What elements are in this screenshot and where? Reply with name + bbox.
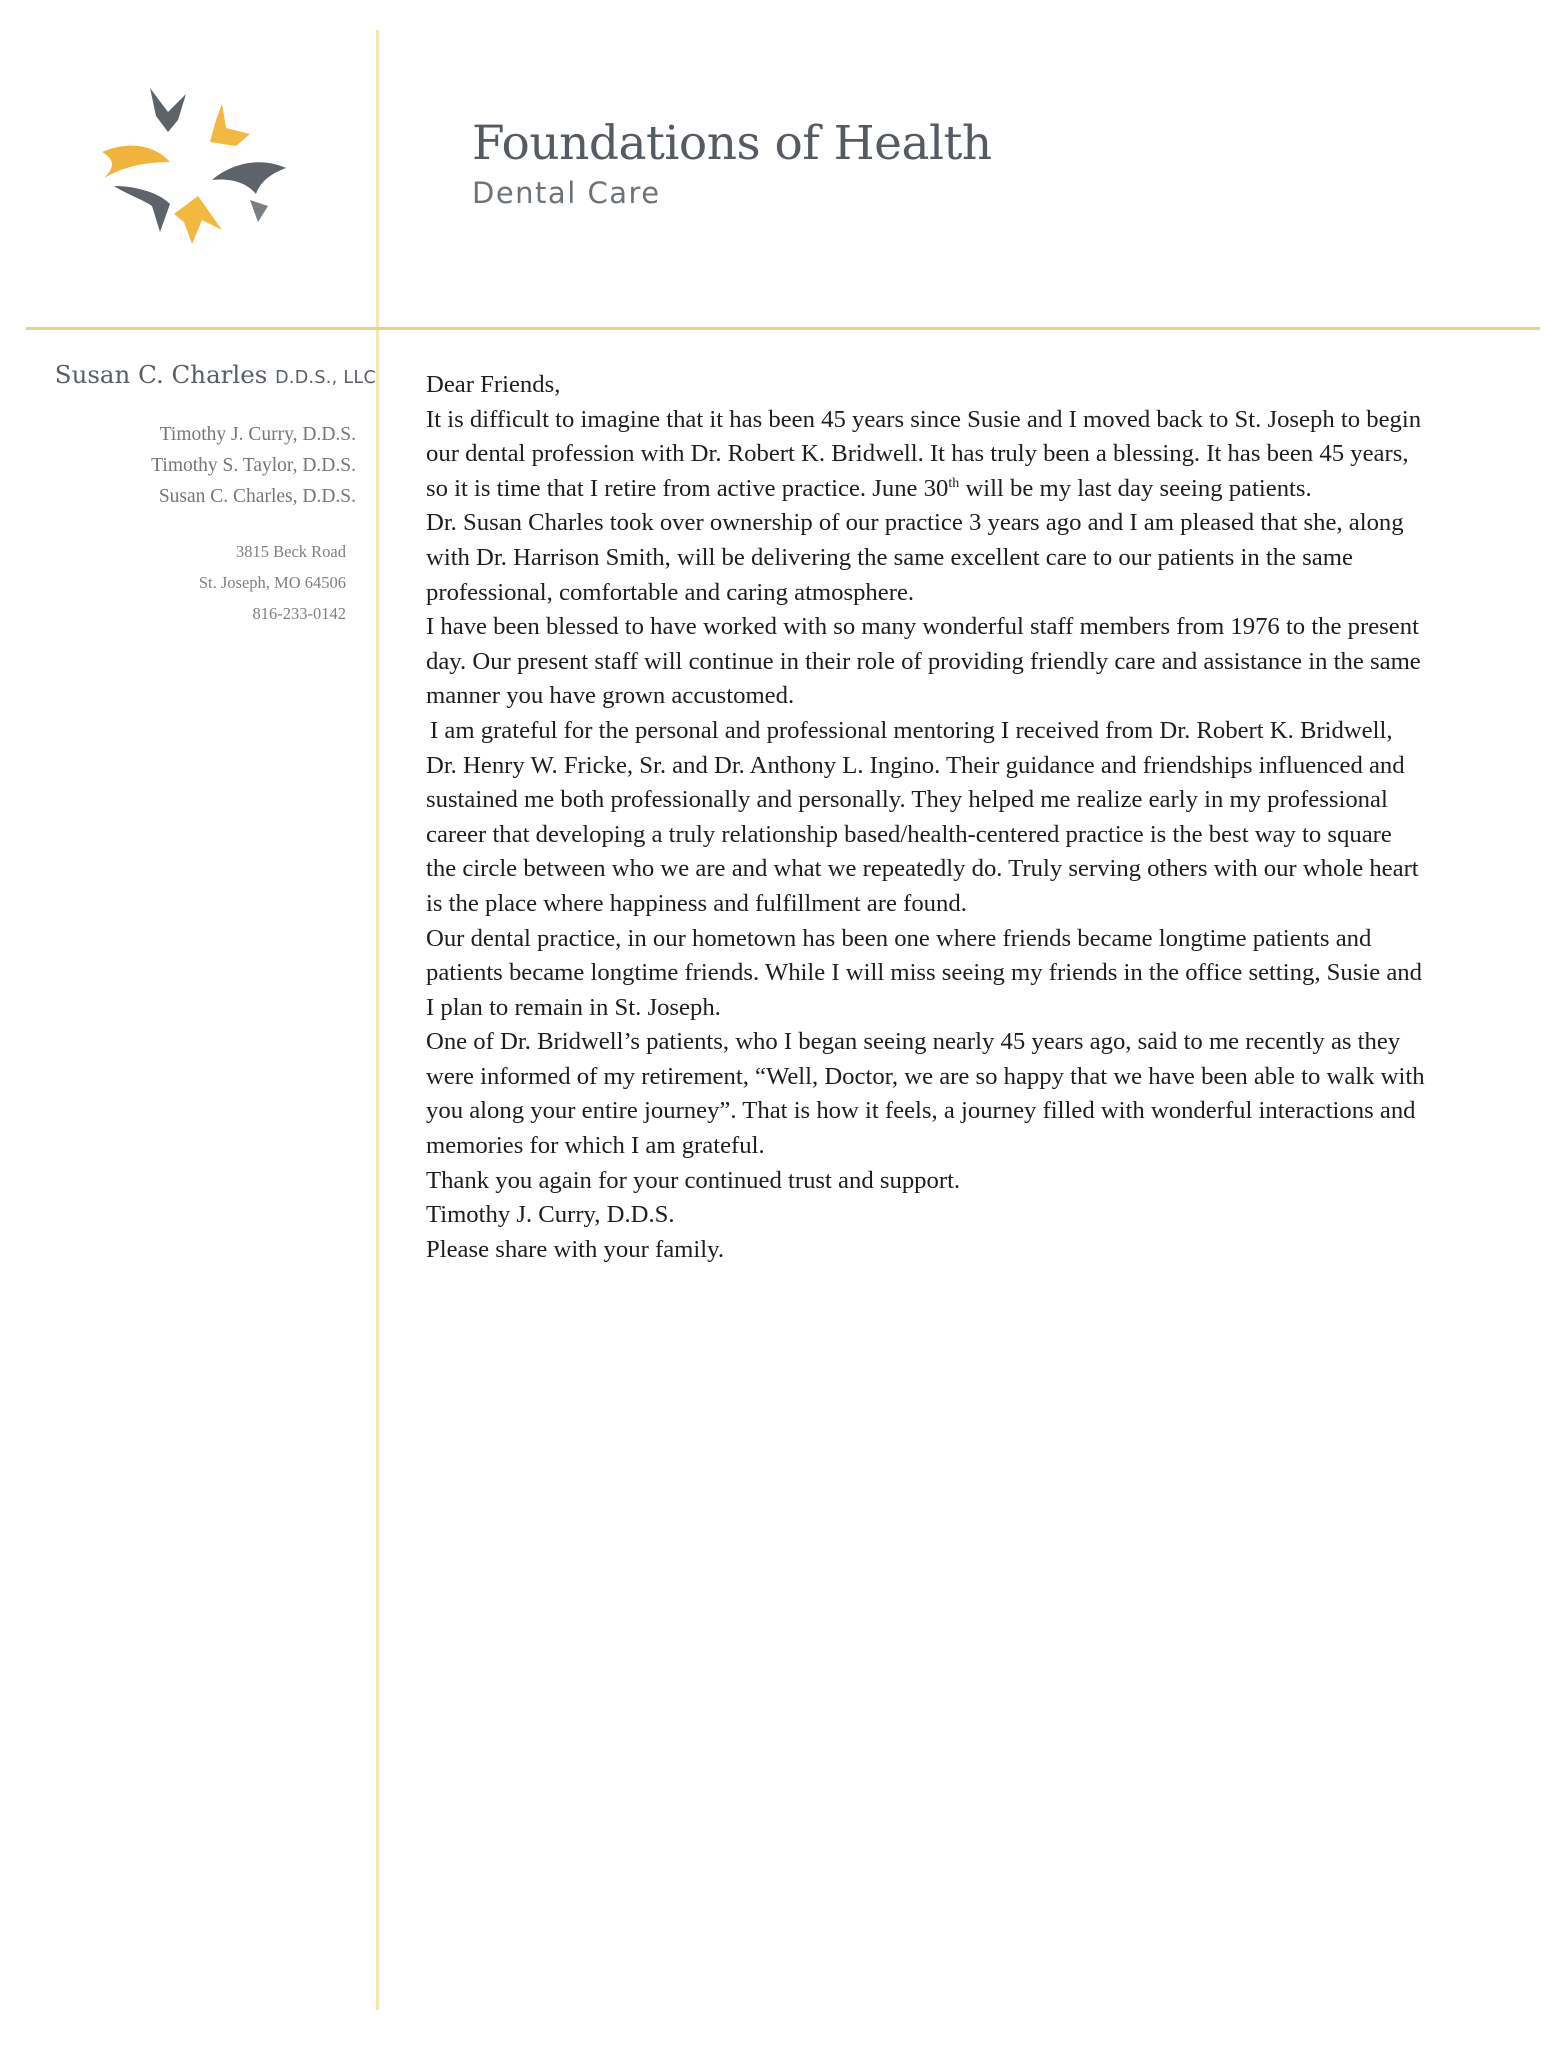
paragraph: One of Dr. Bridwell’s patients, who I began seeing nearly 45 years ago, said to me recently as they were informed of my retirement, “Well, Doctor, we are so happy that we have been able to walk with you along your entire journey”. That is how it feels, a journey filled with wonderful interactions and memories for which I am grateful.: [426, 1028, 1425, 1160]
salutation: Dear Friends,: [426, 371, 561, 398]
practice-name: Susan C. Charles: [54, 360, 268, 389]
signature: Timothy J. Curry, D.D.S.: [426, 1201, 675, 1229]
paragraph-text: will be my last day seeing patients.: [959, 474, 1312, 502]
dentist-list: [55, 419, 356, 512]
paragraph: I am grateful for the personal and professional mentoring I received from Dr. Robert K. Bridwell, Dr. Henry W. Fricke, Sr. and Dr. Anthony L. Ingino. Their guidance and friendships influenced and sustained me both professionally and personally. They helped me realize early in my professional career that developing a truly relationship based/health-centered practice is the best way to square the circle between who we are and what we repeatedly do. Truly serving others with our whole heart is the place where happiness and fulfillment are found.: [426, 716, 1419, 917]
horizontal-divider: [26, 327, 1540, 330]
starburst-logo: [100, 82, 290, 254]
practice-credentials: D.D.S., LLC: [275, 368, 376, 388]
paragraph-text: It is difficult to imagine that it has been 45 years since Susie and I moved back to St. Joseph to begin our dental profession with Dr. Robert K. Bridwell. It has truly been a blessing. It has been 45 years, so it is time that I retire from active practice. June 30: [426, 405, 1422, 502]
address-street: 3815 Beck Road: [236, 542, 346, 561]
letterhead-sidebar: [55, 360, 376, 629]
brand-title: Foundations of Health: [472, 116, 992, 171]
paragraph: Dr. Susan Charles took over ownership of our practice 3 years ago and I am pleased that she, along with Dr. Harrison Smith, will be delivering the same excellent care to our patients in the same professional, comfortable and caring atmosphere.: [426, 509, 1404, 606]
paragraph: Our dental practice, in our hometown has been one where friends became longtime patients and patients became longtime friends. While I will miss seeing my friends in the office setting, Susie and I plan to remain in St. Joseph.: [426, 924, 1422, 1021]
ordinal-suffix: th: [948, 475, 960, 491]
practice-name-line: [55, 360, 376, 389]
address-phone: 816-233-0142: [252, 604, 346, 623]
paragraph: [426, 403, 1426, 507]
dentist-name: Timothy J. Curry, D.D.S.: [159, 424, 356, 445]
dentist-name: Susan C. Charles, D.D.S.: [158, 486, 356, 507]
paragraph: I have been blessed to have worked with so many wonderful staff members from 1976 to the present day. Our present staff will continue in their role of providing friendly care and assistance in the same manner you have grown accustomed.: [426, 613, 1421, 710]
brand-subtitle: Dental Care: [472, 175, 661, 210]
paragraph: Thank you again for your continued trust and support.: [426, 1166, 961, 1194]
postscript: Please share with your family.: [426, 1235, 724, 1263]
dentist-name: Timothy S. Taylor, D.D.S.: [151, 455, 356, 476]
letter-body: [426, 368, 1426, 1267]
practice-address: [55, 536, 346, 629]
address-city: St. Joseph, MO 64506: [198, 573, 346, 592]
letterhead-brand: [472, 118, 992, 210]
